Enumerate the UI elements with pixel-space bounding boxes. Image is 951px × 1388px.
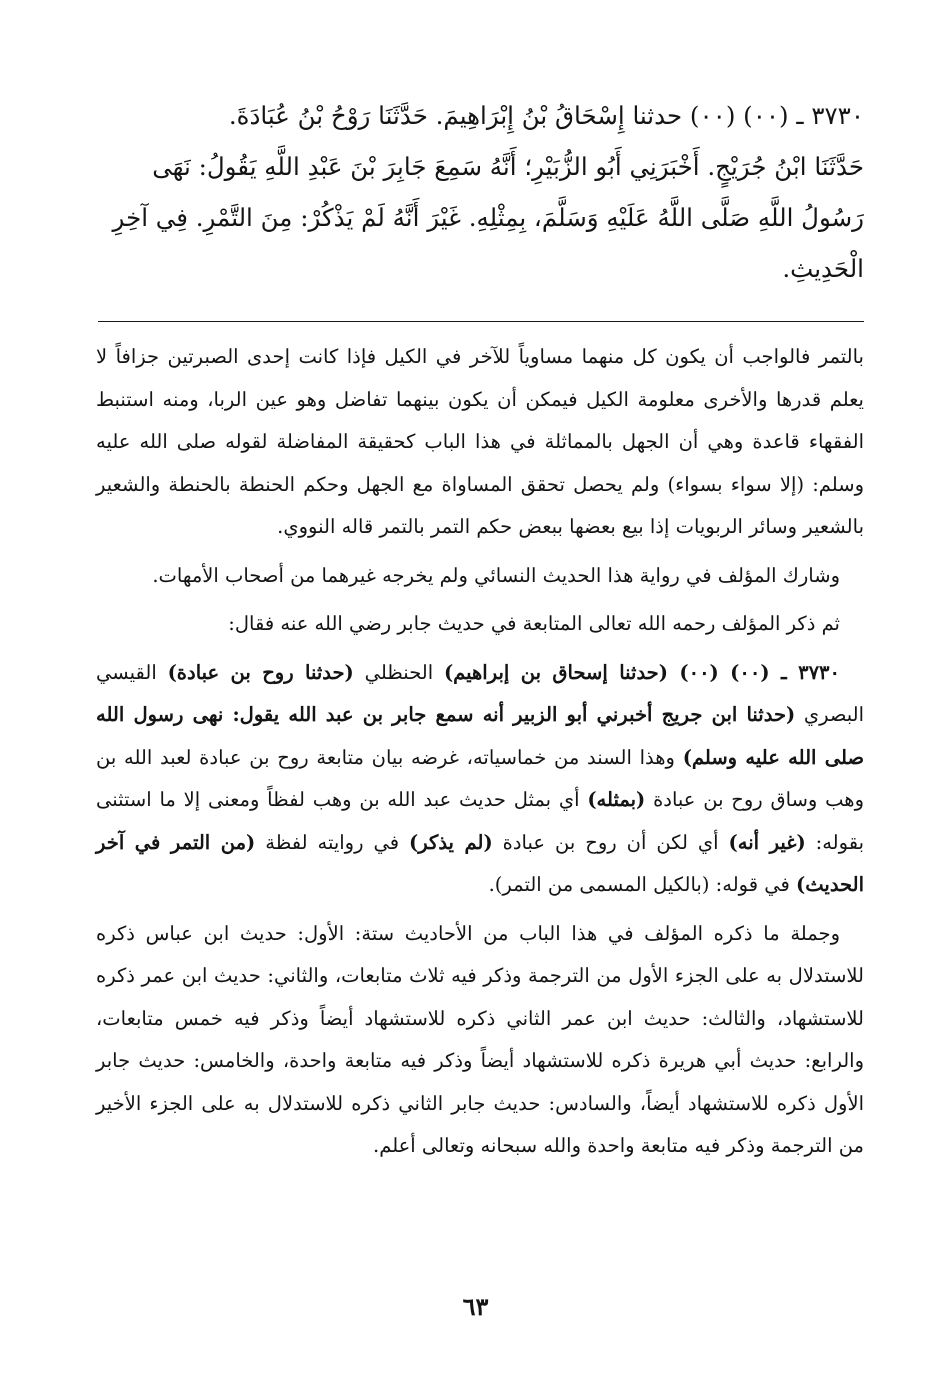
plain-text: في قوله: (بالكيل المسمى من التمر). bbox=[488, 873, 797, 896]
plain-text: الحنظلي bbox=[353, 660, 444, 684]
bold-text: (حدثنا روح بن عبادة) bbox=[167, 660, 354, 684]
plain-text: وهذا السند من خماسياته، غرضه بيان متابعة روح بن عبادة لعبد الله بن وهب وساق روح بن عبادة bbox=[96, 745, 864, 811]
plain-text: القيسي البصري bbox=[96, 660, 864, 726]
footnote-divider bbox=[98, 321, 864, 322]
commentary-paragraph: وشارك المؤلف في رواية هذا الحديث النسائي ولم يخرجه غيرهما من أصحاب الأمهات. bbox=[152, 563, 840, 587]
commentary-paragraph-mutabaa bbox=[96, 652, 864, 907]
bold-text: ٣٧٣٠ ـ (٠٠) (٠٠) (حدثنا إسحاق بن إبراهيم) bbox=[443, 660, 840, 684]
page-body bbox=[96, 90, 864, 1174]
bold-text: (من التمر في آخر الحديث) bbox=[96, 830, 864, 896]
plain-text: أي لكن أن روح بن عبادة bbox=[492, 830, 729, 854]
commentary-paragraph: بالتمر فالواجب أن يكون كل منهما مساوياً للآخر في الكيل فإذا كانت إحدى الصبرتين جزافاً لا يعلم قدرها والأخرى معلومة الكيل فيمكن أن يكون بينهما تفاضل وهو عين الربا، ومنه استنبط الفقهاء قاعدة وهي أن الجهل بالمماثلة في هذا الباب كحقيقة المفاضلة لقوله صلى الله عليه وسلم: (إلا سواء بسواء) ولم يحصل تحقق المساواة مع الجهل وحكم الحنطة بالحنطة والشعير بالشعير وسائر الربويات إذا بيع بعضها ببعض حكم التمر بالتمر قاله النووي. bbox=[96, 345, 864, 538]
hadith-line: رَسُولُ اللَّهِ صَلَّى اللَّهُ عَلَيْهِ وَسَلَّمَ، بِمِثْلِهِ. غَيْرَ أَنَّهُ لَمْ يَذْكُرْ: مِنَ التَّمْرِ. فِي آخِرِ bbox=[112, 203, 864, 232]
bold-text: (حدثنا ابن جريج أخبرني أبو الزبير أنه سمع جابر بن عبد الله يقول: نهى رسول الله صلى الله عليه وسلم) bbox=[96, 703, 865, 769]
hadith-line: ٣٧٣٠ ـ (٠٠) (٠٠) حدثنا إِسْحَاقُ بْنُ إِبْرَاهِيمَ. حَدَّثَنَا رَوْحُ بْنُ عُبَادَةَ. bbox=[228, 101, 864, 130]
bold-text: (لم يذكر) bbox=[409, 830, 493, 854]
commentary bbox=[96, 336, 864, 1168]
page-number: ٦٣ bbox=[462, 1292, 489, 1321]
hadith-text bbox=[96, 90, 864, 294]
hadith-line: الْحَدِيثِ. bbox=[782, 254, 864, 283]
bold-text: (غير أنه) bbox=[728, 830, 806, 854]
commentary-paragraph: وجملة ما ذكره المؤلف في هذا الباب من الأحاديث ستة: الأول: حديث ابن عباس ذكره للاستدلال به على الجزء الأول من الترجمة وذكر فيه ثلاث متابعات، والثاني: حديث ابن عمر ذكره للاستشهاد، والثالث: حديث ابن عمر الثاني ذكره للاستشهاد أيضاً وذكر فيه خمس متابعات، والرابع: حديث أبي هريرة ذكره للاستشهاد أيضاً وذكر فيه متابعة واحدة، والخامس: حديث جابر الأول ذكره للاستشهاد أيضاً، والسادس: حديث جابر الثاني ذكره للاستدلال به على الجزء الأخير من الترجمة وذكر فيه متابعة واحدة والله سبحانه وتعالى أعلم. bbox=[96, 921, 864, 1157]
plain-text: أي بمثل حديث عبد الله بن وهب لفظاً ومعنى إلا ما استثنى بقوله: bbox=[96, 788, 864, 854]
plain-text: في روايته لفظة bbox=[255, 830, 410, 854]
bold-text: (بمثله) bbox=[587, 788, 646, 811]
hadith-line: حَدَّثَنَا ابْنُ جُرَيْجٍ. أَخْبَرَنِي أَبُو الزُّبَيْرِ؛ أَنَّهُ سَمِعَ جَابِرَ بْنَ عَبْدِ اللَّهِ يَقُولُ: نَهَى bbox=[152, 152, 864, 181]
commentary-paragraph: ثم ذكر المؤلف رحمه الله تعالى المتابعة في حديث جابر رضي الله عنه فقال: bbox=[228, 612, 840, 635]
